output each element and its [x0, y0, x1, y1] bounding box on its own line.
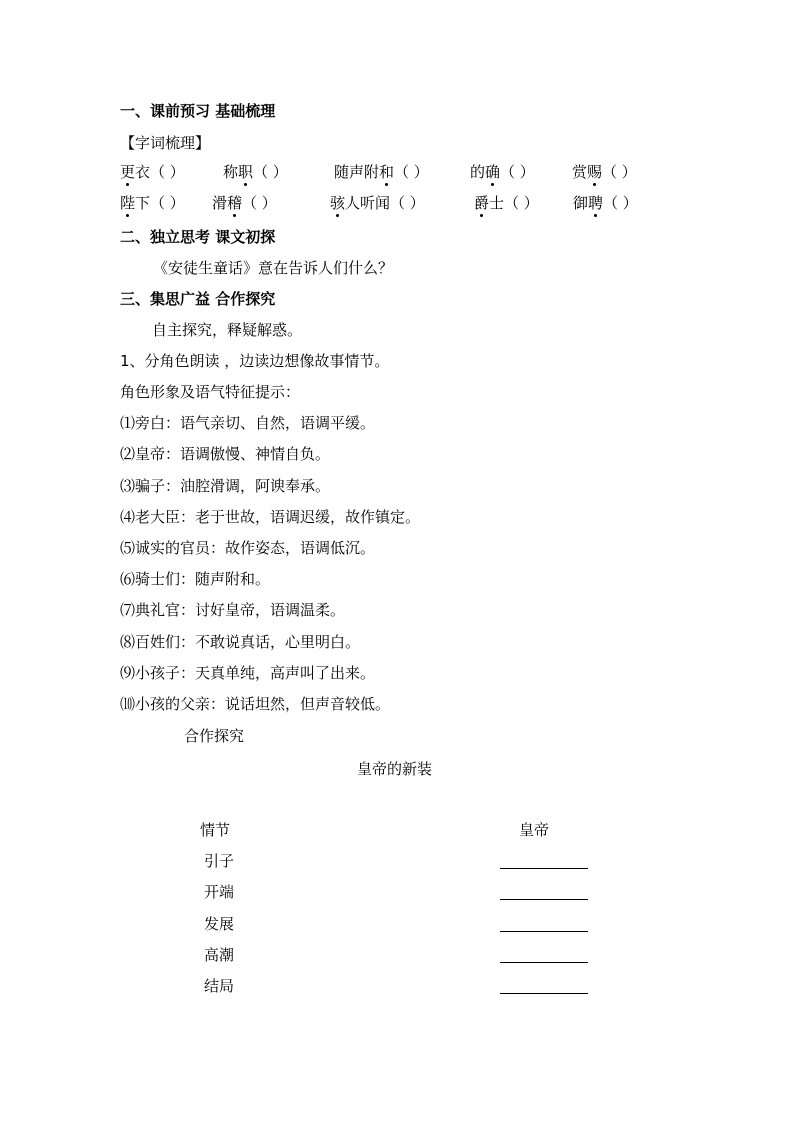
- answer-blank[interactable]: [500, 867, 588, 869]
- table-row-label: 高潮: [204, 946, 235, 964]
- task1: 1、分角色朗读 ，边读边想像故事情节。: [120, 352, 390, 370]
- section3-title: 三、集思广益 合作探究: [120, 290, 276, 308]
- table-header-plot: 情节: [200, 821, 231, 839]
- vocab-heading: 【字词梳理】: [120, 134, 211, 152]
- vocab-item: 随声附和（ ）: [334, 163, 429, 181]
- answer-blank[interactable]: [500, 992, 588, 994]
- vocab-item: 陛下（ ）: [120, 194, 185, 212]
- role-item: ⑸诚实的官员：故作姿态，语调低沉。: [120, 539, 376, 557]
- answer-blank[interactable]: [500, 898, 588, 900]
- section2-question: 《安徒生童话》意在告诉人们什么？: [153, 259, 394, 277]
- section1-title: 一、课前预习 基础梳理: [120, 102, 276, 120]
- vocab-row-2: [120, 192, 680, 214]
- answer-blank[interactable]: [500, 961, 588, 963]
- vocab-item: 的确（ ）: [470, 163, 535, 181]
- role-item: ⑻百姓们：不敢说真话，心里明白。: [120, 633, 361, 651]
- role-item: ⑼小孩子：天真单纯，高声叫了出来。: [120, 664, 376, 682]
- vocab-item: 骇人听闻（ ）: [330, 194, 425, 212]
- section2-title: 二、独立思考 课文初探: [120, 228, 276, 246]
- vocab-item: 滑稽（ ）: [212, 194, 277, 212]
- table-row-label: 引子: [204, 852, 235, 870]
- vocab-item: 御聘（ ）: [573, 194, 638, 212]
- vocab-row-1: [120, 161, 680, 183]
- role-item: ⑶骗子：油腔滑调，阿谀奉承。: [120, 477, 331, 495]
- table-row-label: 结局: [204, 977, 235, 995]
- role-item: ⑺典礼官：讨好皇帝，语调温柔。: [120, 601, 346, 619]
- vocab-item: 赏赐（ ）: [572, 163, 637, 181]
- story-title: 皇帝的新装: [357, 760, 433, 778]
- coop-label: 合作探究: [184, 727, 245, 745]
- vocab-item: 更衣（ ）: [120, 163, 185, 181]
- role-item: ⑵皇帝：语调傲慢、神情自负。: [120, 445, 331, 463]
- vocab-item: 爵士（ ）: [474, 194, 539, 212]
- table-row-label: 发展: [204, 915, 235, 933]
- role-item: ⑹骑士们：随声附和。: [120, 570, 271, 588]
- table-header-emperor: 皇帝: [519, 821, 550, 839]
- role-hint: 角色形象及语气特征提示：: [120, 383, 301, 401]
- answer-blank[interactable]: [500, 930, 588, 932]
- section3-intro: 自主探究，释疑解惑。: [152, 321, 303, 339]
- role-item: ⑽小孩的父亲：说话坦然，但声音较低。: [120, 695, 391, 713]
- vocab-item: 称职（ ）: [223, 163, 288, 181]
- role-item: ⑴旁白：语气亲切、自然，语调平缓。: [120, 414, 376, 432]
- role-item: ⑷老大臣：老于世故，语调迟缓，故作镇定。: [120, 508, 421, 526]
- table-row-label: 开端: [204, 883, 235, 901]
